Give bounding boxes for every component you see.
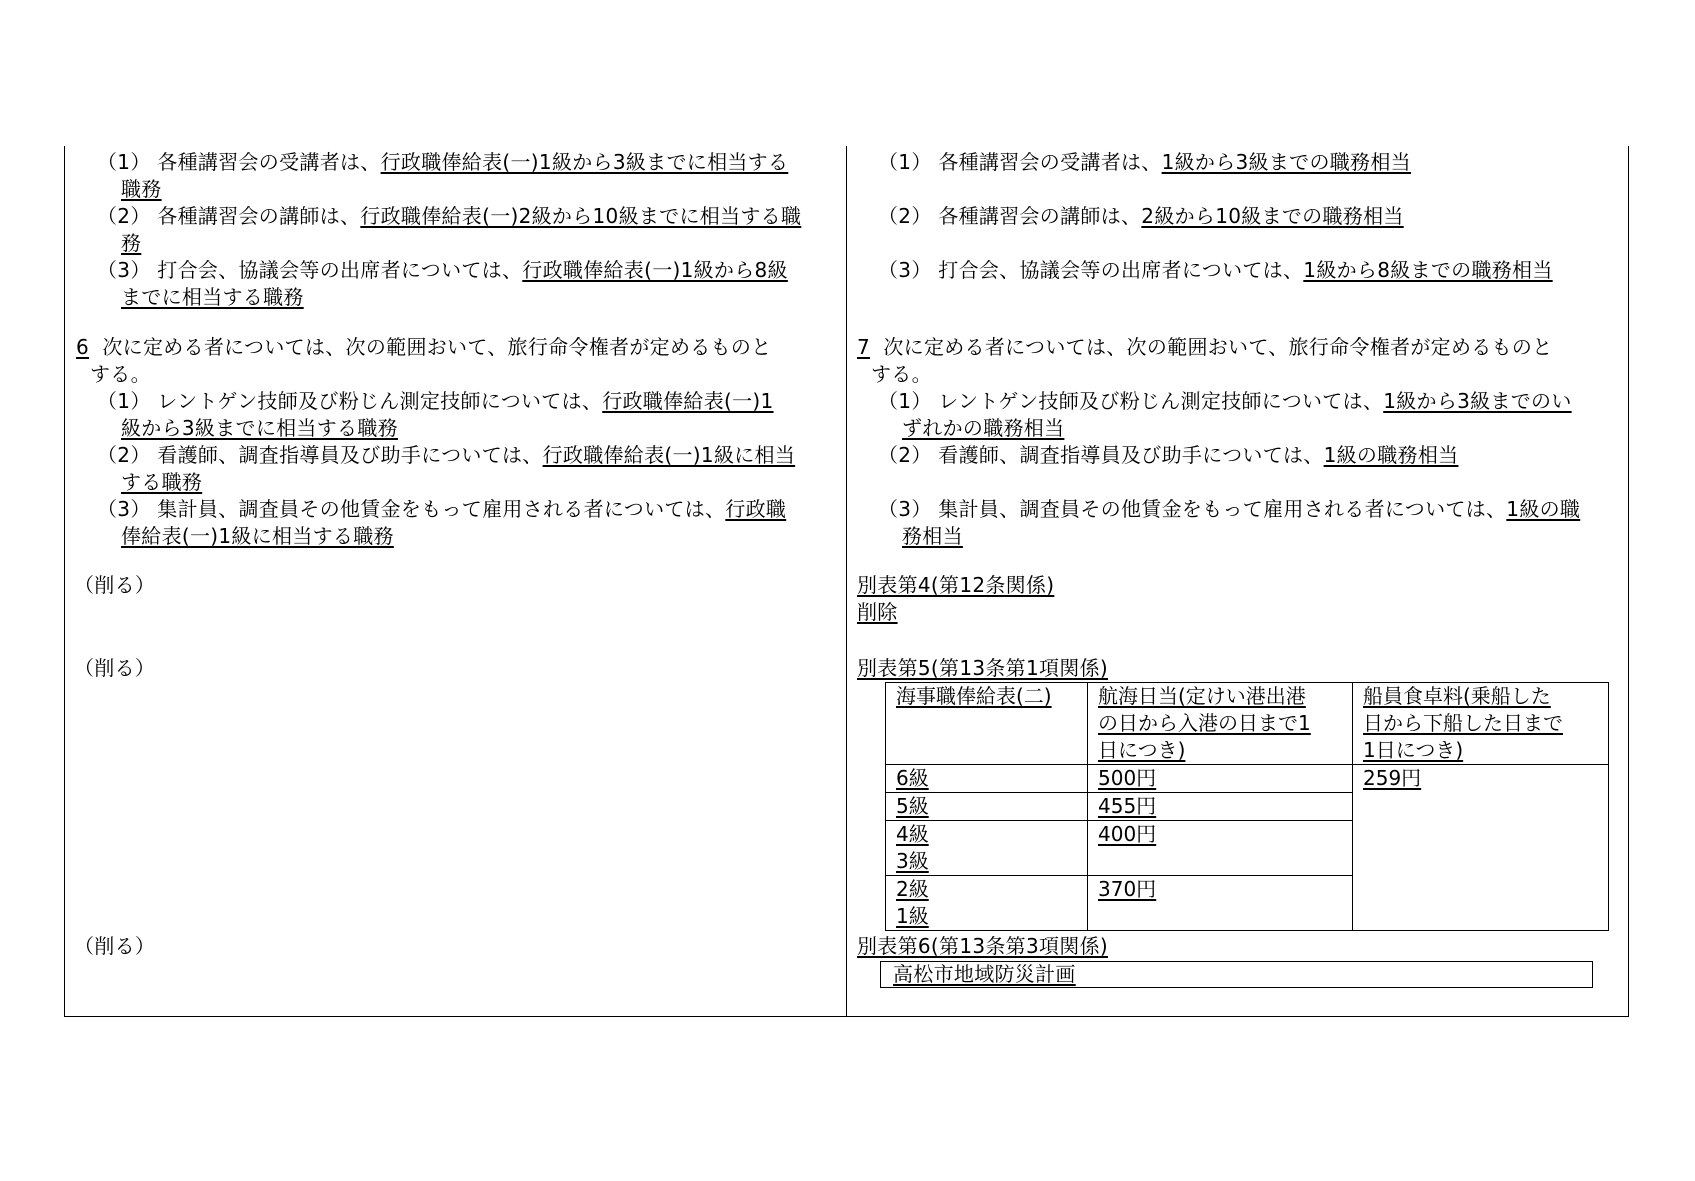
table6-body: 高松市地域防災計画 [893, 962, 1076, 986]
left-sec-item-2-cont: する職務 [121, 470, 203, 494]
left-deleted-3: （削る） [74, 934, 156, 958]
right-item-2: （2） 各種講習会の講師は、2級から10級までの職務相当 [878, 204, 1404, 228]
left-item-2-cont: 務 [121, 231, 142, 255]
table5-header-allowance: 航海日当(定けい港出港 の日から入港の日まで1 日につき) [1088, 683, 1353, 765]
table5-title: 別表第5(第13条第1項関係) [857, 656, 1109, 680]
column-divider [846, 146, 847, 1017]
right-sec-item-3-cont: 務相当 [902, 524, 963, 548]
left-sec-item-1: （1） レントゲン技師及び粉じん測定技師については、行政職俸給表(一)1 [97, 389, 774, 413]
left-item-2: （2） 各種講習会の講師は、行政職俸給表(一)2級から10級までに相当する職 [97, 204, 802, 228]
left-sec-item-3-cont: 俸給表(一)1級に相当する職務 [121, 524, 394, 548]
right-section-7: 7 次に定める者については、次の範囲おいて、旅行命令権者が定めるものと [857, 335, 1553, 359]
left-section-6-cont: する。 [90, 362, 151, 386]
grade-cell: 2級 1級 [886, 876, 1088, 931]
grade-cell: 4級 3級 [886, 821, 1088, 876]
table4-title: 別表第4(第12条関係) [857, 573, 1055, 597]
left-item-3-cont: までに相当する職務 [121, 285, 304, 309]
right-item-1: （1） 各種講習会の受講者は、1級から3級までの職務相当 [878, 150, 1411, 174]
left-item-1-cont: 職務 [121, 177, 162, 201]
table5-header-meal: 船員食卓料(乗船した 日から下船した日まで 1日につき) [1353, 683, 1609, 765]
right-sec-item-2: （2） 看護師、調査指導員及び助手については、1級の職務相当 [878, 443, 1459, 467]
table6-title: 別表第6(第13条第3項関係) [857, 934, 1109, 958]
left-item-3: （3） 打合会、協議会等の出席者については、行政職俸給表(一)1級から8級 [97, 258, 788, 282]
left-deleted-2: （削る） [74, 656, 156, 680]
right-sec-item-1: （1） レントゲン技師及び粉じん測定技師については、1級から3級までのい [878, 389, 1572, 413]
left-sec-item-2: （2） 看護師、調査指導員及び助手については、行政職俸給表(一)1級に相当 [97, 443, 796, 467]
right-sec-item-1-cont: ずれかの職務相当 [902, 416, 1065, 440]
allowance-cell: 500円 [1088, 765, 1353, 793]
table5-header-row [886, 683, 1609, 765]
meal-cell: 259円 [1353, 765, 1609, 931]
table-row [886, 765, 1609, 793]
table4-body: 削除 [857, 600, 898, 624]
grade-cell: 6級 [886, 765, 1088, 793]
left-deleted-1: （削る） [74, 573, 156, 597]
left-item-1: （1） 各種講習会の受講者は、行政職俸給表(一)1級から3級までに相当する [97, 150, 789, 174]
allowance-cell: 370円 [1088, 876, 1353, 931]
right-item-3: （3） 打合会、協議会等の出席者については、1級から8級までの職務相当 [878, 258, 1553, 282]
table5 [885, 682, 1609, 931]
right-sec-item-3: （3） 集計員、調査員その他賃金をもって雇用される者については、1級の職 [878, 497, 1581, 521]
grade-cell: 5級 [886, 793, 1088, 821]
right-section-7-cont: する。 [871, 362, 932, 386]
allowance-cell: 400円 [1088, 821, 1353, 876]
left-sec-item-3: （3） 集計員、調査員その他賃金をもって雇用される者については、行政職 [97, 497, 787, 521]
allowance-cell: 455円 [1088, 793, 1353, 821]
table5-header-grade: 海事職俸給表(二) [886, 683, 1088, 765]
left-section-6: 6 次に定める者については、次の範囲おいて、旅行命令権者が定めるものと [76, 335, 772, 359]
left-sec-item-1-cont: 級から3級までに相当する職務 [121, 416, 398, 440]
